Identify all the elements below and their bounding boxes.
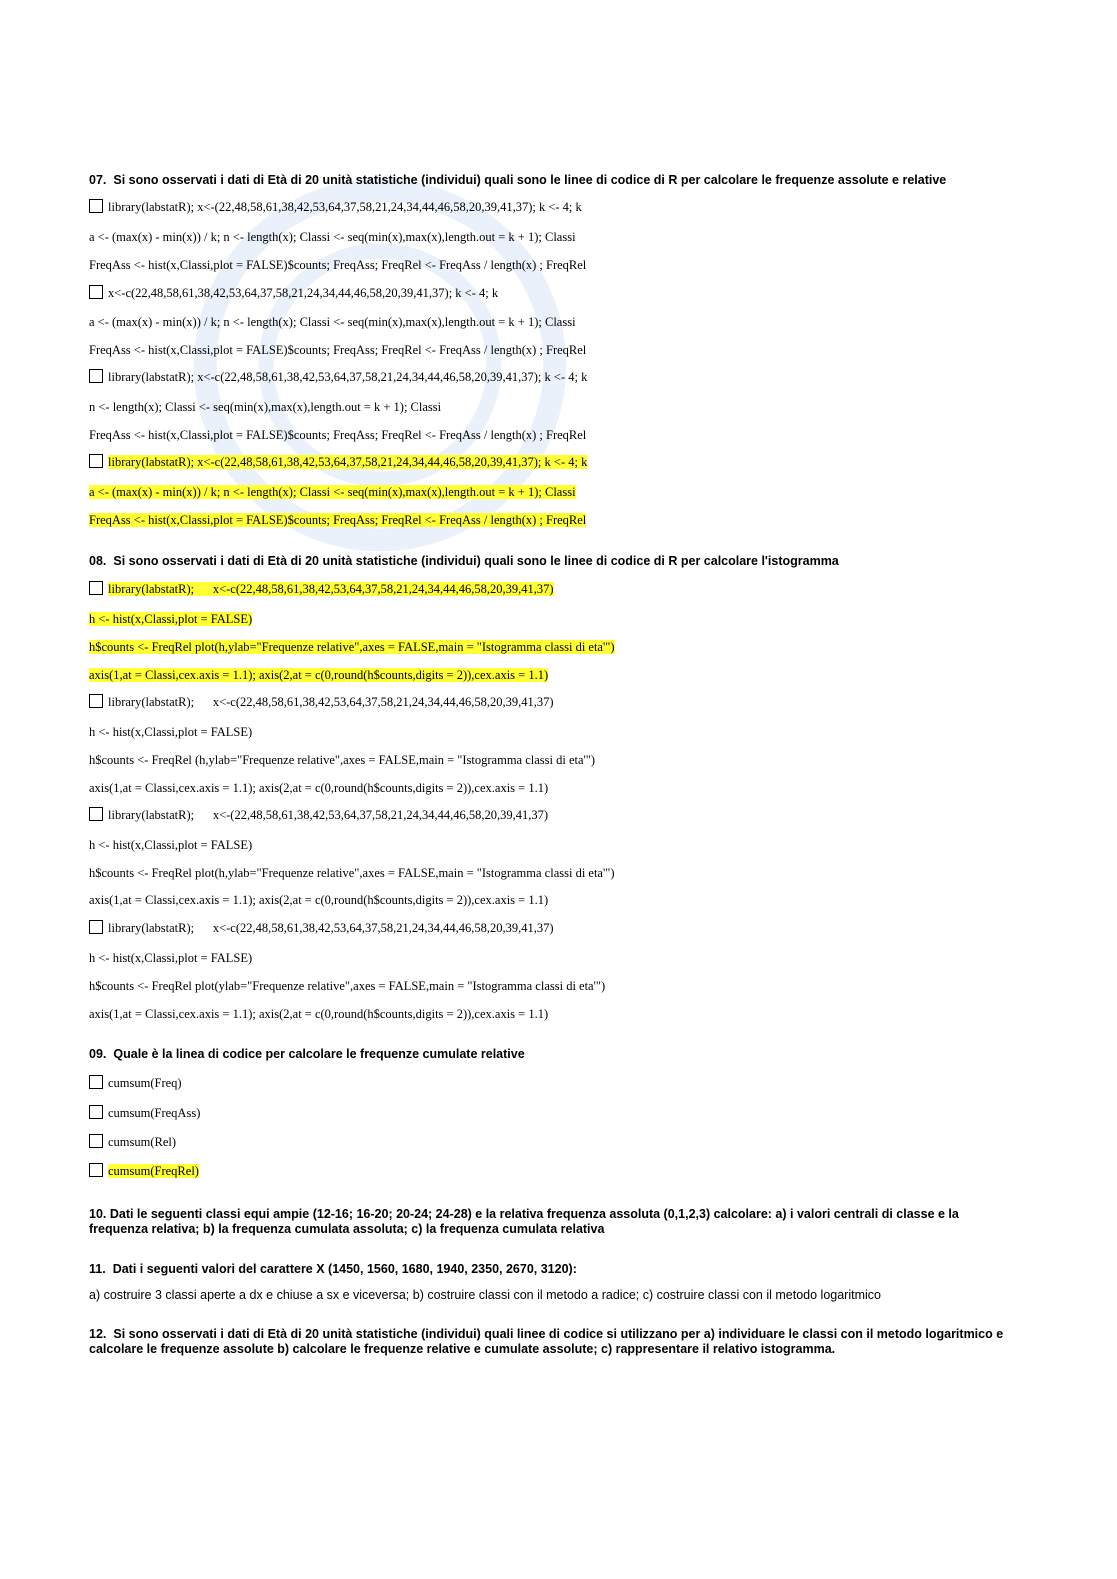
- code-line: [89, 639, 615, 655]
- code-line: h$counts <- FreqRel plot(h,ylab="Frequenze relative",axes = FALSE,main = "Istogramma classi di eta'"): [89, 866, 615, 880]
- highlighted-answer: axis(1,at = Classi,cex.axis = 1.1); axis(2,at = c(0,round(h$counts,digits = 2)),cex.axis = 1.1): [89, 668, 549, 682]
- question-07-title: 07. Si sono osservati i dati di Età di 20 unità statistiche (individui) quali sono le linee di codice di R per calcolare le frequenze assolute e relative: [89, 173, 947, 187]
- code-line: axis(1,at = Classi,cex.axis = 1.1); axis(2,at = c(0,round(h$counts,digits = 2)),cex.axis = 1.1): [89, 781, 549, 795]
- highlighted-answer: library(labstatR); x<-c(22,48,58,61,38,42,53,64,37,58,21,24,34,44,46,58,20,39,41,37): [108, 582, 554, 596]
- q08-option-2[interactable]: library(labstatR); x<-c(22,48,58,61,38,42,53,64,37,58,21,24,34,44,46,58,20,39,41,37): [89, 694, 554, 710]
- q08-option-1-correct[interactable]: [89, 581, 554, 597]
- q07-option-1[interactable]: library(labstatR); x<-(22,48,58,61,38,42,53,64,37,58,21,24,34,44,46,58,20,39,41,37); k <- 4; k: [89, 199, 582, 215]
- checkbox[interactable]: [89, 1075, 103, 1089]
- code-line: h <- hist(x,Classi,plot = FALSE): [89, 725, 253, 739]
- code-line: axis(1,at = Classi,cex.axis = 1.1); axis(2,at = c(0,round(h$counts,digits = 2)),cex.axis = 1.1): [89, 893, 549, 907]
- code-line: [89, 611, 252, 627]
- code-line: FreqAss <- hist(x,Classi,plot = FALSE)$counts; FreqAss; FreqRel <- FreqAss / length(x) ; FreqRel: [89, 428, 587, 442]
- q08-option-3[interactable]: library(labstatR); x<-(22,48,58,61,38,42,53,64,37,58,21,24,34,44,46,58,20,39,41,37): [89, 807, 548, 823]
- question-12-title: 12. Si sono osservati i dati di Età di 20 unità statistiche (individui) quali linee di codice si utilizzano per a) individuare le classi con il metodo logaritmico e calcolare le frequenze assolute b) calcolare le frequenze relative e cumulate assolute; c) rappresentare il relativo istogramma.: [89, 1327, 1004, 1356]
- q08-option-4[interactable]: library(labstatR); x<-c(22,48,58,61,38,42,53,64,37,58,21,24,34,44,46,58,20,39,41,37): [89, 920, 554, 936]
- question-11-tasks: a) costruire 3 classi aperte a dx e chiuse a sx e viceversa; b) costruire classi con il metodo a radice; c) costruire classi con il metodo logaritmico: [89, 1288, 881, 1302]
- code-line: n <- length(x); Classi <- seq(min(x),max(x),length.out = k + 1); Classi: [89, 400, 442, 414]
- highlighted-answer: cumsum(FreqRel): [108, 1164, 199, 1178]
- highlighted-answer: h <- hist(x,Classi,plot = FALSE): [89, 612, 253, 626]
- code-line: FreqAss <- hist(x,Classi,plot = FALSE)$counts; FreqAss; FreqRel <- FreqAss / length(x) ; FreqRel: [89, 343, 587, 357]
- code-line: h$counts <- FreqRel plot(ylab="Frequenze relative",axes = FALSE,main = "Istogramma classi di eta'"): [89, 979, 606, 993]
- q07-option-4-correct[interactable]: [89, 454, 587, 470]
- question-08-title: 08. Si sono osservati i dati di Età di 20 unità statistiche (individui) quali sono le linee di codice di R per calcolare l'istogramma: [89, 554, 839, 568]
- highlighted-answer: a <- (max(x) - min(x)) / k; n <- length(x); Classi <- seq(min(x),max(x),length.out = k + 1); Classi: [89, 485, 576, 499]
- code-line: [89, 512, 586, 528]
- highlighted-answer: h$counts <- FreqRel plot(h,ylab="Frequenze relative",axes = FALSE,main = "Istogramma classi di eta'"): [89, 640, 615, 654]
- checkbox[interactable]: [89, 199, 103, 213]
- highlighted-answer: FreqAss <- hist(x,Classi,plot = FALSE)$counts; FreqAss; FreqRel <- FreqAss / length(x) ; FreqRel: [89, 513, 587, 527]
- code-line: [89, 667, 548, 683]
- checkbox[interactable]: [89, 694, 103, 708]
- checkbox[interactable]: [89, 285, 103, 299]
- code-line: [89, 484, 576, 500]
- checkbox[interactable]: [89, 581, 103, 595]
- q09-option-4-correct[interactable]: [89, 1163, 199, 1179]
- checkbox[interactable]: [89, 454, 103, 468]
- code-line: axis(1,at = Classi,cex.axis = 1.1); axis(2,at = c(0,round(h$counts,digits = 2)),cex.axis = 1.1): [89, 1007, 549, 1021]
- code-line: a <- (max(x) - min(x)) / k; n <- length(x); Classi <- seq(min(x),max(x),length.out = k + 1); Classi: [89, 230, 576, 244]
- checkbox[interactable]: [89, 1163, 103, 1177]
- question-11-title: 11. Dati i seguenti valori del carattere X (1450, 1560, 1680, 1940, 2350, 2670, 3120):: [89, 1262, 577, 1276]
- question-09-title: 09. Quale è la linea di codice per calcolare le frequenze cumulate relative: [89, 1047, 525, 1061]
- q07-option-2[interactable]: x<-c(22,48,58,61,38,42,53,64,37,58,21,24,34,44,46,58,20,39,41,37); k <- 4; k: [89, 285, 498, 301]
- checkbox[interactable]: [89, 1134, 103, 1148]
- highlighted-answer: library(labstatR); x<-c(22,48,58,61,38,42,53,64,37,58,21,24,34,44,46,58,20,39,41,37); k <- 4; k: [108, 455, 588, 469]
- checkbox[interactable]: [89, 920, 103, 934]
- q09-option-2[interactable]: cumsum(FreqAss): [89, 1105, 200, 1121]
- code-line: h$counts <- FreqRel (h,ylab="Frequenze relative",axes = FALSE,main = "Istogramma classi di eta'"): [89, 753, 596, 767]
- code-line: a <- (max(x) - min(x)) / k; n <- length(x); Classi <- seq(min(x),max(x),length.out = k + 1); Classi: [89, 315, 576, 329]
- code-line: h <- hist(x,Classi,plot = FALSE): [89, 951, 253, 965]
- checkbox[interactable]: [89, 807, 103, 821]
- code-line: h <- hist(x,Classi,plot = FALSE): [89, 838, 253, 852]
- q09-option-3[interactable]: cumsum(Rel): [89, 1134, 176, 1150]
- checkbox[interactable]: [89, 1105, 103, 1119]
- q09-option-1[interactable]: cumsum(Freq): [89, 1075, 182, 1091]
- checkbox[interactable]: [89, 369, 103, 383]
- question-10-title: 10. Dati le seguenti classi equi ampie (12-16; 16-20; 20-24; 24-28) e la relativa frequenza assoluta (0,1,2,3) calcolare: a) i valori centrali di classe e la frequenza relativa; b) la frequenza cumulata assoluta; c) la frequenza cumulata relativa: [89, 1207, 959, 1236]
- code-line: FreqAss <- hist(x,Classi,plot = FALSE)$counts; FreqAss; FreqRel <- FreqAss / length(x) ; FreqRel: [89, 258, 587, 272]
- q07-option-3[interactable]: library(labstatR); x<-c(22,48,58,61,38,42,53,64,37,58,21,24,34,44,46,58,20,39,41,37); k <- 4; k: [89, 369, 587, 385]
